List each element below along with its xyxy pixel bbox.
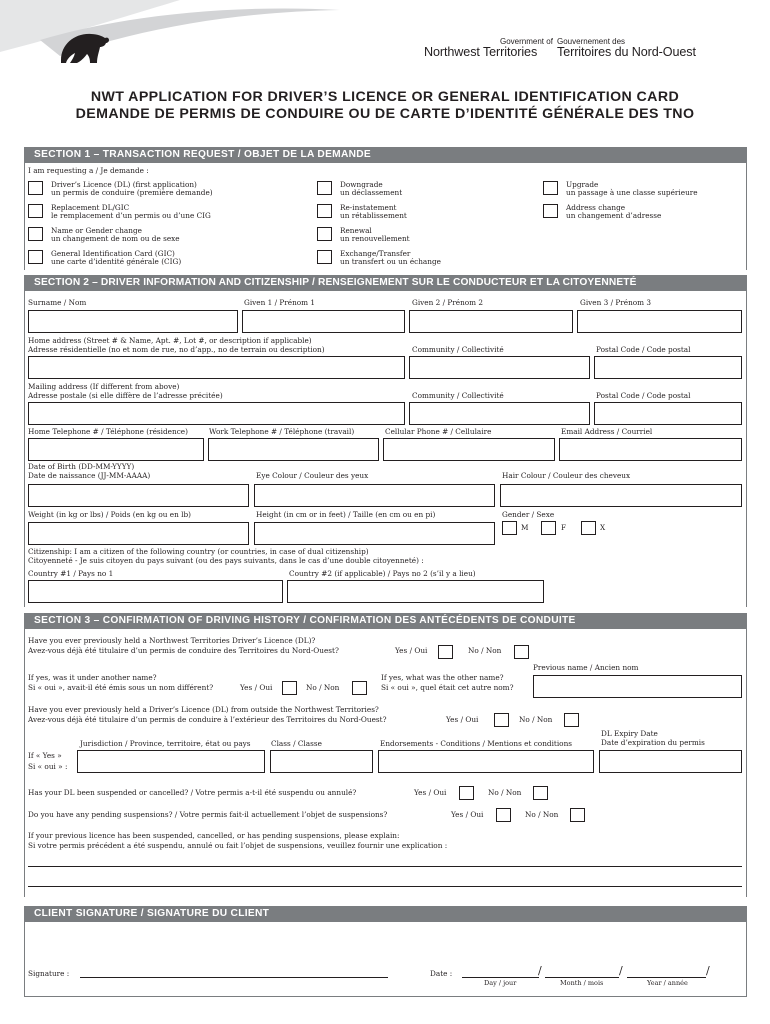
home-postal-label: Postal Code / Code postal [596,345,691,354]
day-label: Day / jour [484,979,517,987]
q4-yes-label: Yes / Oui [414,788,447,797]
q1-yes-checkbox[interactable] [438,645,453,659]
date-slash-2: / [619,964,623,977]
jurisdiction-field[interactable] [77,750,265,773]
q1-yes-label: Yes / Oui [395,646,428,655]
explanation-line-2[interactable] [28,886,742,887]
explanation-line-1[interactable] [28,866,742,867]
checkbox-renewal[interactable] [317,227,332,241]
option-gic-en: General Identification Card (GIC) [51,249,175,258]
gender-x-checkbox[interactable] [581,521,596,535]
gender-label: Gender / Sexe [502,510,555,519]
checkbox-downgrade[interactable] [317,181,332,195]
month-label: Month / mois [560,979,604,987]
option-downgrade-fr: un déclassement [340,188,403,197]
mailing-address-label-en: Mailing address (If different from above) [28,382,180,391]
gov-fr-bottom: Territoires du Nord-Ouest [557,45,696,59]
checkbox-address-change[interactable] [543,204,558,218]
given1-label: Given 1 / Prénom 1 [244,298,316,307]
signature-line[interactable] [80,977,388,978]
q5-yes-label: Yes / Oui [451,810,484,819]
q2-yes-label: Yes / Oui [240,683,273,692]
cell-phone-field[interactable] [383,438,555,461]
given2-field[interactable] [409,310,573,333]
mailing-community-field[interactable] [409,402,590,425]
q3-no-label: No / Non [519,715,553,724]
checkbox-dl-first[interactable] [28,181,43,195]
previous-name-label: Previous name / Ancien nom [533,663,639,672]
dl-expiry-label-fr: Date d’expiration du permis [601,738,705,747]
q4-yes-checkbox[interactable] [459,786,474,800]
dl-expiry-label-en: DL Expiry Date [601,729,658,738]
q3-yes-label: Yes / Oui [446,715,479,724]
given1-field[interactable] [242,310,405,333]
option-upgrade-en: Upgrade [566,180,599,189]
option-name-change-fr: un changement de nom ou de sexe [51,234,180,243]
mailing-address-field[interactable] [28,402,405,425]
citizenship-label-en: Citizenship: I am a citizen of the following country (or countries, in case of dual citizenship) [28,547,369,556]
q2-no-label: No / Non [306,683,340,692]
home-telephone-label: Home Telephone # / Téléphone (résidence) [28,427,188,436]
option-exchange-en: Exchange/Transfer [340,249,411,258]
year-label: Year / année [647,979,688,987]
q4-no-label: No / Non [488,788,522,797]
dob-label-en: Date of Birth (DD-MM-YYYY) [28,462,135,471]
eye-colour-label: Eye Colour / Couleur des yeux [256,471,369,480]
q1-no-checkbox[interactable] [514,645,529,659]
option-address-change-fr: un changement d’adresse [566,211,662,220]
signature-label: Signature : [28,969,70,978]
option-replacement-en: Replacement DL/GIC [51,203,130,212]
given2-label: Given 2 / Prénom 2 [412,298,484,307]
checkbox-replacement[interactable] [28,204,43,218]
q4-label: Has your DL been suspended or cancelled? / Votre permis a-t-il été suspendu ou annulé? [28,788,357,797]
date-label: Date : [430,969,453,978]
dl-expiry-field[interactable] [599,750,742,773]
checkbox-name-change[interactable] [28,227,43,241]
gender-f-checkbox[interactable] [541,521,556,535]
eye-colour-field[interactable] [254,484,495,507]
option-dl-first-fr: un permis de conduire (première demande) [51,188,213,197]
mailing-postal-label: Postal Code / Code postal [596,391,691,400]
height-field[interactable] [254,522,495,545]
q1-label-en: Have you ever previously held a Northwest Territories Driver’s Licence (DL)? [28,636,316,645]
if-yes-label-fr: Si « oui » : [28,762,68,771]
country1-label: Country #1 / Pays no 1 [28,569,114,578]
class-field[interactable] [270,750,373,773]
hair-colour-field[interactable] [500,484,742,507]
gender-f-label: F [561,523,567,532]
given3-label: Given 3 / Prénom 3 [580,298,652,307]
option-exchange-fr: un transfert ou un échange [340,257,441,266]
cell-phone-label: Cellular Phone # / Cellulaire [385,427,492,436]
section2-title: SECTION 2 – DRIVER INFORMATION AND CITIZENSHIP / RENSEIGNEMENT SUR LE CONDUCTEUR ET LA CITOYENNETÉ [24,275,747,291]
mailing-community-label: Community / Collectivité [412,391,504,400]
form-title-en: NWT APPLICATION FOR DRIVER’S LICENCE OR GENERAL IDENTIFICATION CARD [90,89,680,105]
signature-title: CLIENT SIGNATURE / SIGNATURE DU CLIENT [24,906,747,922]
endorsements-label: Endorsements - Conditions / Mentions et conditions [380,739,573,748]
home-community-label: Community / Collectivité [412,345,504,354]
work-telephone-field[interactable] [208,438,379,461]
country1-field[interactable] [28,580,283,603]
given3-field[interactable] [577,310,742,333]
option-renewal-fr: un renouvellement [340,234,410,243]
class-label: Class / Classe [271,739,322,748]
option-name-change-en: Name or Gender change [51,226,142,235]
q5-label: Do you have any pending suspensions? / Votre permis fait-il actuellement l’objet de suspensions? [28,810,388,819]
home-telephone-field[interactable] [28,438,204,461]
explain-label-en: If your previous licence has been suspended, cancelled, or has pending suspensions, please explain: [28,831,400,840]
option-address-change-en: Address change [566,203,626,212]
option-gic-fr: une carte d’identité générale (CIG) [51,257,182,266]
endorsements-field[interactable] [378,750,594,773]
checkbox-gic[interactable] [28,250,43,264]
gov-en-bottom: Northwest Territories [424,45,538,59]
option-upgrade-fr: un passage à une classe supérieure [566,188,698,197]
date-slash-1: / [538,964,542,977]
weight-label: Weight (in kg or lbs) / Poids (en kg ou en lb) [28,510,191,519]
q5-no-label: No / Non [525,810,559,819]
work-telephone-label: Work Telephone # / Téléphone (travail) [209,427,355,436]
q2b-label-fr: Si « oui », quel était cet autre nom? [381,683,514,692]
mailing-postal-field[interactable] [594,402,742,425]
q5-yes-checkbox[interactable] [496,808,511,822]
if-yes-label-en: If « Yes » [28,751,62,760]
gender-x-label: X [600,523,606,532]
date-month-line[interactable] [545,977,619,978]
surname-field[interactable] [28,310,238,333]
email-field[interactable] [559,438,742,461]
gov-fr-top: Gouvernement des [557,37,626,46]
home-address-field[interactable] [28,356,405,379]
q2-label-fr: Si « oui », avait-il été émis sous un nom différent? [28,683,214,692]
option-reinstatement-fr: un rétablissement [340,211,407,220]
date-year-line[interactable] [627,977,706,978]
option-renewal-en: Renewal [340,226,372,235]
q5-no-checkbox[interactable] [570,808,585,822]
option-downgrade-en: Downgrade [340,180,383,189]
q3-label-fr: Avez-vous déjà été titulaire d’un permis de conduire à l’extérieur des Territoires du Nord-Ouest? [28,715,387,724]
q1-no-label: No / Non [468,646,502,655]
previous-name-field[interactable] [533,675,742,698]
q3-label-en: Have you ever previously held a Driver’s Licence (DL) from outside the Northwest Territories? [28,705,379,714]
option-reinstatement-en: Re-instatement [340,203,397,212]
form-title-fr: DEMANDE DE PERMIS DE CONDUIRE OU DE CARTE D’IDENTITÉ GÉNÉRALE DES TNO [75,106,695,122]
hair-colour-label: Hair Colour / Couleur des cheveux [502,471,631,480]
q2-label-en: If yes, was it under another name? [28,673,157,682]
home-postal-field[interactable] [594,356,742,379]
q2b-label-en: If yes, what was the other name? [381,673,504,682]
section3-title: SECTION 3 – CONFIRMATION OF DRIVING HISTORY / CONFIRMATION DES ANTÉCÉDENTS DE CONDUITE [24,613,747,629]
gender-m-checkbox[interactable] [502,521,517,535]
surname-label: Surname / Nom [28,298,87,307]
home-address-label-en: Home address (Street # & Name, Apt. #, Lot #, or description if applicable) [28,336,312,345]
polar-bear-logo-icon [59,30,111,64]
dob-field[interactable] [28,484,249,507]
citizenship-label-fr: Citoyenneté - Je suis citoyen du pays suivant (ou des pays suivants, dans le cas d’une double citoyenneté) : [28,556,424,565]
home-community-field[interactable] [409,356,590,379]
country2-field[interactable] [287,580,544,603]
weight-field[interactable] [28,522,249,545]
q2-no-checkbox[interactable] [352,681,367,695]
home-address-label-fr: Adresse résidentielle (no et nom de rue, no d’app., no de terrain ou description) [28,345,325,354]
email-label: Email Address / Courriel [561,427,653,436]
checkbox-upgrade[interactable] [543,181,558,195]
section1-intro: I am requesting a / Je demande : [28,166,149,175]
option-replacement-fr: le remplacement d’un permis ou d’une CIG [51,211,211,220]
date-slash-3: / [706,964,710,977]
date-day-line[interactable] [462,977,539,978]
jurisdiction-label: Jurisdiction / Province, territoire, état ou pays [80,739,251,748]
gov-en-top: Government of [500,37,553,46]
q2-yes-checkbox[interactable] [282,681,297,695]
checkbox-reinstatement[interactable] [317,204,332,218]
height-label: Height (in cm or in feet) / Taille (en cm ou en pi) [256,510,436,519]
q1-label-fr: Avez-vous déjà été titulaire d’un permis de conduire des Territoires du Nord-Ouest? [28,646,339,655]
section1-title: SECTION 1 – TRANSACTION REQUEST / OBJET DE LA DEMANDE [24,147,747,163]
q3-yes-checkbox[interactable] [494,713,509,727]
dob-label-fr: Date de naissance (JJ-MM-AAAA) [28,471,151,480]
mailing-address-label-fr: Adresse postale (si elle diffère de l’adresse précitée) [28,391,223,400]
gender-m-label: M [521,523,529,532]
checkbox-exchange[interactable] [317,250,332,264]
country2-label: Country #2 (if applicable) / Pays no 2 (s’il y a lieu) [289,569,476,578]
q4-no-checkbox[interactable] [533,786,548,800]
option-dl-first-en: Driver’s Licence (DL) (first application) [51,180,197,189]
explain-label-fr: Si votre permis précédent a été suspendu, annulé ou fait l’objet de suspensions, veuillez fournir une explication : [28,841,448,850]
q3-no-checkbox[interactable] [564,713,579,727]
